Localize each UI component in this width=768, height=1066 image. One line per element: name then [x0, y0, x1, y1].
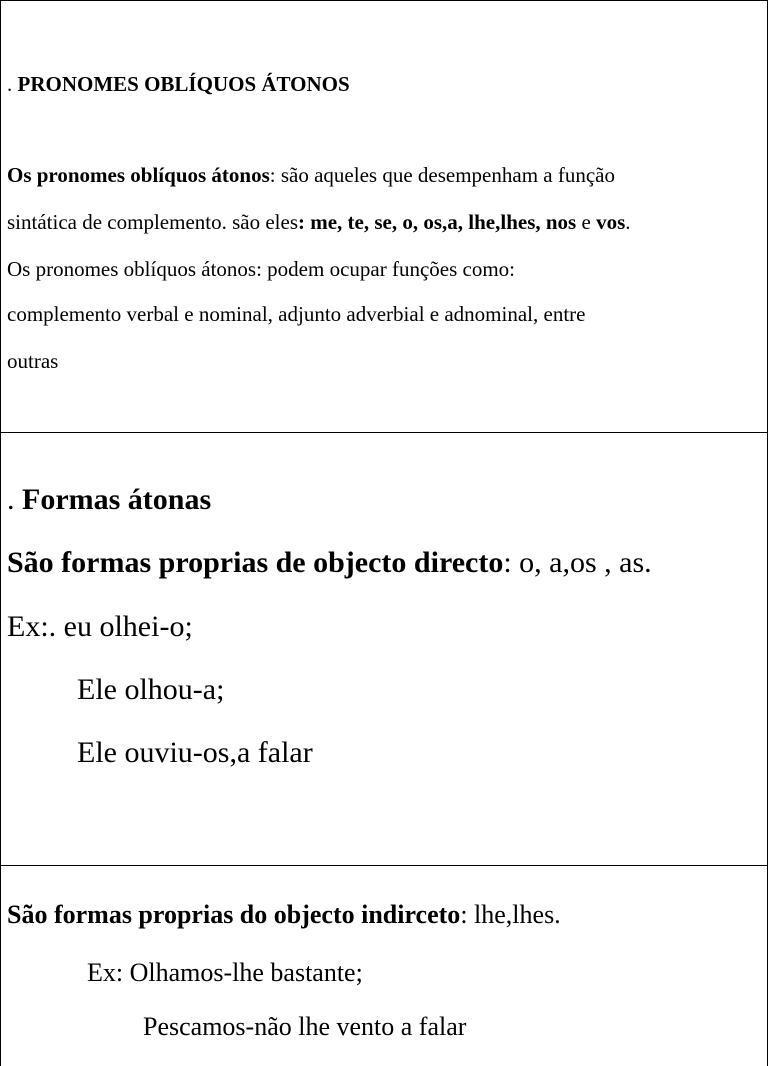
definition-line-2: [7, 208, 631, 236]
direct-object-term: São formas proprias de objecto directo: [7, 546, 504, 579]
panel-title: [7, 70, 350, 98]
indirect-example-line-2: Pescamos-não lhe vento a falar: [143, 1012, 467, 1041]
direct-object-line: [7, 543, 652, 583]
definition-term: Os pronomes oblíquos átonos: [7, 163, 270, 187]
slide-panel-objecto-indirecto: [0, 865, 768, 1066]
example-line-2: Ele olhou-a;: [77, 673, 225, 706]
heading-prefix: .: [7, 483, 22, 516]
indirect-object-line: [7, 898, 561, 932]
slide-panel-pronomes-obliquos: [0, 0, 768, 433]
conjunction: e: [576, 210, 597, 234]
panel-heading: [7, 480, 211, 520]
definition-text-2: sintática de complemento. são eles: [7, 210, 298, 234]
example-line-3: Ele ouviu-os,a falar: [77, 736, 313, 769]
function-line-3: outras: [7, 349, 59, 373]
function-line-1: Os pronomes oblíquos átonos: podem ocupar funções como:: [7, 257, 515, 281]
pronoun-list: : me, te, se, o, os,a, lhe,lhes, nos: [298, 210, 577, 234]
title-prefix: .: [7, 72, 18, 96]
definition-line-1: [7, 161, 615, 189]
indirect-example-line-1: Ex: Olhamos-lhe bastante;: [87, 958, 363, 987]
pronoun-vos: vos: [596, 210, 626, 234]
function-line-2: complemento verbal e nominal, adjunto adverbial e adnominal, entre: [7, 302, 586, 326]
heading-text: Formas átonas: [22, 483, 212, 516]
slide-panel-formas-atonas: [0, 432, 768, 866]
definition-text: : são aqueles que desempenham a função: [269, 163, 615, 187]
period: .: [625, 210, 631, 234]
indirect-object-forms: : lhe,lhes.: [460, 900, 561, 929]
direct-object-forms: : o, a,os , as.: [503, 546, 652, 579]
indirect-object-term: São formas proprias do objecto indirceto: [7, 900, 461, 929]
example-line-1: Ex:. eu olhei-o;: [7, 610, 193, 643]
title-text: PRONOMES OBLÍQUOS ÁTONOS: [17, 72, 350, 96]
